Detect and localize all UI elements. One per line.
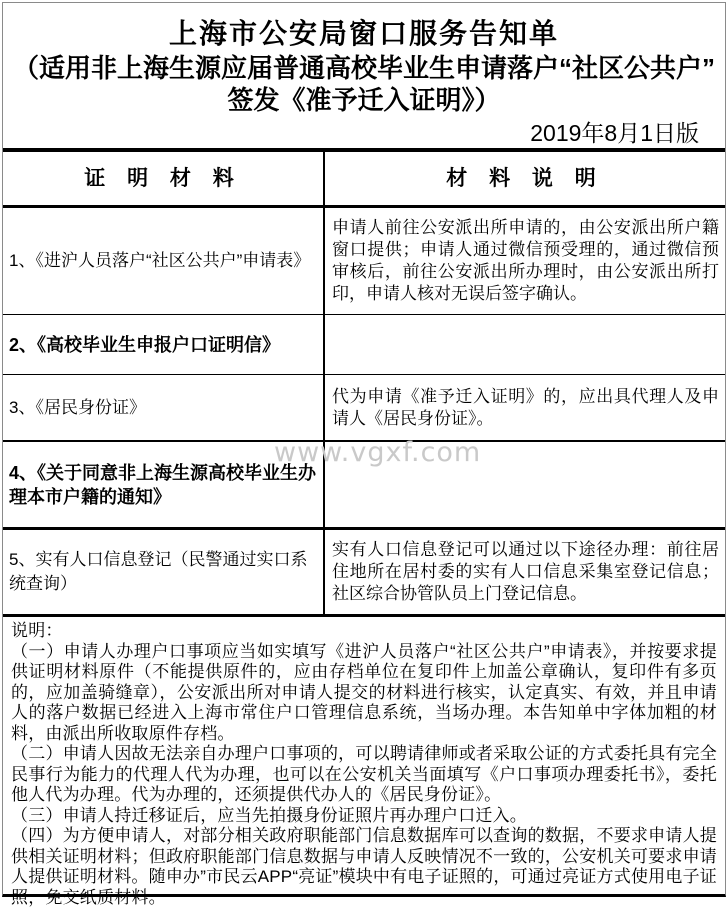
materials-table [3, 148, 725, 617]
page-title: 上海市公安局窗口服务告知单 [168, 18, 559, 49]
material-name [3, 208, 325, 314]
material-name [3, 375, 325, 440]
document-header [3, 3, 725, 148]
material-name-text: 1、《进沪人员落户“社区公共户”申请表》 [9, 251, 311, 270]
page-subtitle-line-2: 签发《准予迁入证明》） [227, 85, 501, 115]
material-description [325, 442, 725, 527]
table-header-row [3, 152, 725, 208]
material-description [325, 530, 725, 614]
material-name [3, 442, 325, 527]
material-description-text: 实有人口信息登记可以通过以下途径办理：前往居住地所在居村委的实有人口信息采集室登记信息；社区综合协管队员上门登记信息。 [332, 540, 719, 603]
notes-section [3, 617, 725, 908]
page-subtitle-line-1: （适用非上海生源应届普通高校毕业生申请落户“社区公共户” [12, 53, 715, 83]
notice-document [2, 2, 726, 907]
site-watermark: www.vgxf.com [274, 437, 482, 468]
table-row [3, 442, 725, 530]
note-item-3: （三）申请人持迁移证后，应当先拍摄身份证照片再办理户口迁入。 [11, 805, 527, 825]
column-header-materials: 证 明 材 料 [3, 152, 325, 205]
note-item-2: （二）申请人因故无法亲自办理户口事项的，可以聘请律师或者采取公证的方式委托具有完全民事行为能力的代理人代为办理，也可以在公安机关当面填写《户口事项办理委托书》，委托他人代为办理。代为办理的，还须提供代办人的《居民身份证》。 [11, 744, 717, 804]
material-name [3, 315, 325, 374]
table-row [3, 375, 725, 442]
material-name [3, 530, 325, 614]
material-description-text: 代为申请《准予迁入证明》的，应出具代理人及申请人《居民身份证》。 [332, 386, 719, 428]
note-item-1: （一）申请人办理户口事项应当如实填写《进沪人员落户“社区公共户”申请表》，并按要求提供证明材料原件（不能提供原件的，应由存档单位在复印件上加盖公章确认，复印件有多页的，应加盖骑缝章），公安派出所对申请人提交的材料进行核实，认定真实、有效，并且申请人的落户数据已经进入上海市常住户口管理信息系统，当场办理。本告知单中字体加粗的材料，由派出所收取原件存档。 [11, 641, 717, 743]
material-description [325, 208, 725, 314]
material-name-text: 2、《高校毕业生申报户口证明信》 [9, 334, 281, 355]
material-name-text: 5、实有人口信息登记（民警通过实口系统查询） [9, 550, 308, 593]
material-description [325, 375, 725, 440]
material-name-text: 4、《关于同意非上海生源高校毕业生办理本市户籍的通知》 [9, 462, 317, 507]
material-name-text: 3、《居民身份证》 [9, 397, 146, 417]
table-row [3, 315, 725, 375]
notes-label: 说明： [11, 621, 63, 640]
column-header-description: 材 料 说 明 [446, 166, 604, 190]
version-date: 2019年8月1日版 [530, 120, 699, 146]
material-description-text: 申请人前往公安派出所申请的，由公安派出所户籍窗口提供；申请人通过微信预受理的，通过微信预审核后，前往公安派出所办理时，由公安派出所打印，申请人核对无误后签字确认。 [332, 218, 719, 303]
material-description [325, 315, 725, 374]
note-item-4: （四）为方便申请人，对部分相关政府职能部门信息数据库可以查询的数据，不要求申请人提供相关证明材料；但政府职能部门信息数据与申请人反映情况不一致的，公安机关可要求申请人提供证明材料。随申办”市民云APP“亮证”模块中有电子证照的，可通过亮证方式使用电子证照，免交纸质材料。 [11, 826, 717, 907]
table-row [3, 208, 725, 315]
table-row [3, 530, 725, 617]
